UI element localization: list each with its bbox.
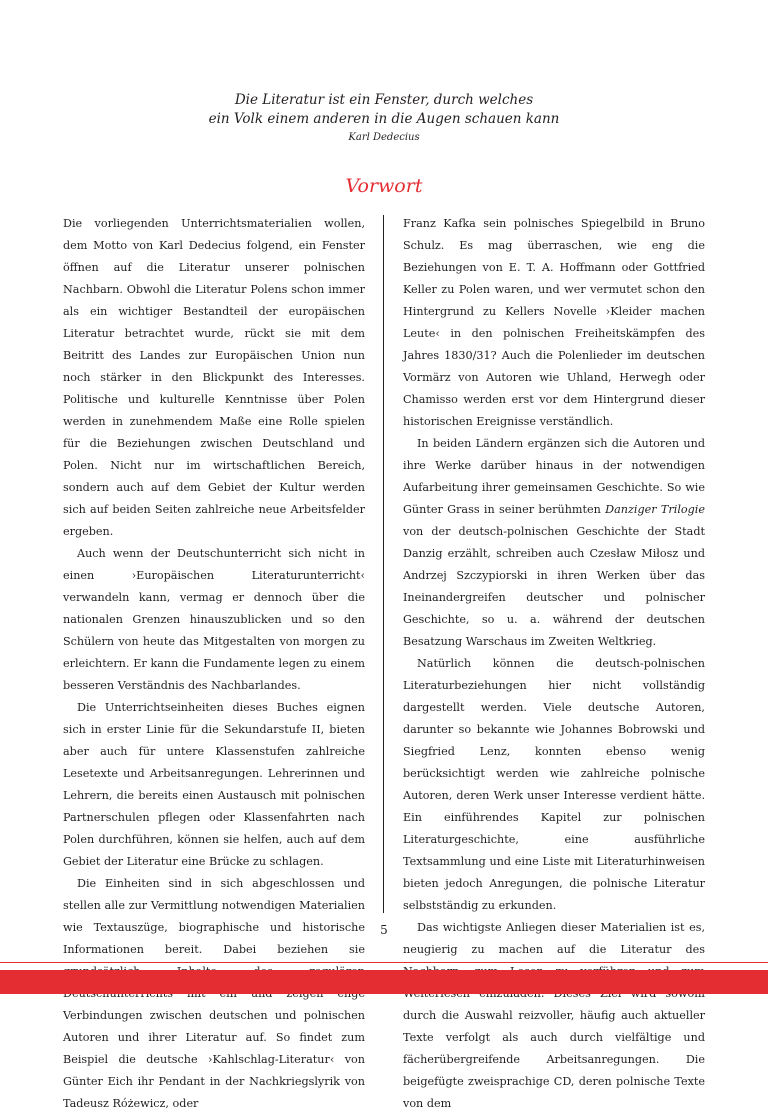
page-number: 5: [380, 923, 388, 937]
paragraph: Die vorliegenden Unterrichtsmaterialien wollen, dem Motto von Karl Dedecius folgend, ein Fenster öffnen auf die Literatur unserer polnischen Nachbarn. Obwohl die Literatur Polens schon immer als ein wichtiger Bestandteil der europäischen Literatur betrachtet wurde, rückt sie mit dem Beitritt des Landes zur Europäischen Union nun noch stärker in den Blickpunkt des Interesses. Politische und kulturelle Kenntnisse über Polen werden in zunehmendem Maße eine Rolle spielen für die Beziehungen zwischen Deutschland und Polen. Nicht nur im wirtschaftlichen Bereich, sondern auch auf dem Gebiet der Kultur werden sich auf beiden Seiten zahlreiche neue Arbeitsfelder ergeben.: [63, 217, 365, 538]
paragraph: Das wichtigste Anliegen dieser Materialien ist es, neugierig zu machen auf die Literatur des durch die Auswahl reizvoller, häufig auch aktueller Texte verfolgt als auch durch vielfältige und fächerübergreifende Arbeitsanregungen. Die beigefügte zweisprachige CD, deren polnische Texte von dem: [403, 921, 705, 1110]
paragraph-text: von der deutsch-polnischen Geschichte der Stadt Danzig erzählt, schreiben auch Czesław Miłosz und Andrzej Szczypiorski in ihren Werken über das Ineinandergreifen deutscher und polnischer Geschichte, so u. a. während der deutschen Besatzung Warschaus im Zweiten Weltkrieg.: [403, 525, 705, 648]
page-title: Vorwort: [345, 175, 423, 197]
footer-rule: [0, 962, 768, 963]
paragraph: Die Einheiten sind in sich abgeschlossen und stellen alle zur Vermittlung notwendigen Materialien wie Textauszüge, biographische und historische Informationen bereit. Dabei beziehen sie Verbindungen zwischen deutschen und polnischen Autoren und ihrer Literatur auf. So findet zum Beispiel die deutsche ›Kahlschlag-Literatur‹ von Günter Eich ihr Pendant in der Nachkriegslyrik von Tadeusz Różewicz, oder: [63, 877, 365, 1110]
motto-line-2: ein Volk einem anderen in die Augen schauen kann: [208, 111, 560, 127]
motto-author: Karl Dedecius: [348, 132, 420, 143]
motto-quote: [0, 91, 768, 129]
paragraph: Franz Kafka sein polnisches Spiegelbild in Bruno Schulz. Es mag überraschen, wie eng die Beziehungen von E. T. A. Hoffmann oder Gottfried Keller zu Polen waren, und wer vermutet schon den Hintergrund zu Kellers Novelle ›Kleider machen Leute‹ in den polnischen Freiheitskämpfen des Jahres 1830/31? Auch die Polenlieder im deutschen Vormärz von Autoren wie Uhland, Herwegh oder Chamisso werden erst vor dem Hintergrund dieser historischen Ereignisse verständlich.: [403, 217, 705, 428]
paragraph: Die Unterrichtseinheiten dieses Buches eignen sich in erster Linie für die Sekundarstufe II, bieten aber auch für untere Klassenstufen zahlreiche Lesetexte und Arbeitsanregungen. Lehrerinnen und Lehrern, die bereits einen Austausch mit polnischen Partnerschulen pflegen oder Klassenfahrten nach Polen durchführen, können sie helfen, auch auf dem Gebiet der Literatur eine Brücke zu schlagen.: [63, 701, 365, 868]
paragraph: [403, 433, 705, 653]
book-title: Danziger Trilogie: [605, 503, 705, 516]
motto-line-1: Die Literatur ist ein Fenster, durch welches: [234, 92, 534, 108]
paragraph-text: In beiden Ländern ergänzen sich die Autoren und ihre Werke darüber hinaus in der notwendigen Aufarbeitung ihrer gemeinsamen Geschichte. So wie Günter Grass in seiner berühmten: [403, 437, 705, 516]
paragraph: Natürlich können die deutsch-polnischen Literaturbeziehungen hier nicht vollständig dargestellt werden. Viele deutsche Autoren, darunter so bekannte wie Johannes Bobrowski und Siegfried Lenz, konnten ebenso wenig berücksichtigt werden wie zahlreiche polnische Autoren, deren Werk unser Interesse verdient hätte. Ein einführendes Kapitel zur polnischen Literaturgeschichte, eine ausführliche Textsammlung und eine Liste mit Literaturhinweisen bieten jedoch Anregungen, die polnische Literatur selbstständig zu erkunden.: [403, 657, 705, 912]
column-divider: [383, 215, 384, 913]
paragraph: Auch wenn der Deutschunterricht sich nicht in einen ›Europäischen Literaturunterricht‹ verwandeln kann, vermag er dennoch über die nationalen Grenzen hinauszublicken und so den Schülern von heute das Mitgestalten von morgen zu erleichtern. Er kann die Fundamente legen zu einem besseren Verständnis des Nachbarlandes.: [63, 547, 365, 692]
footer-band: [0, 970, 768, 994]
